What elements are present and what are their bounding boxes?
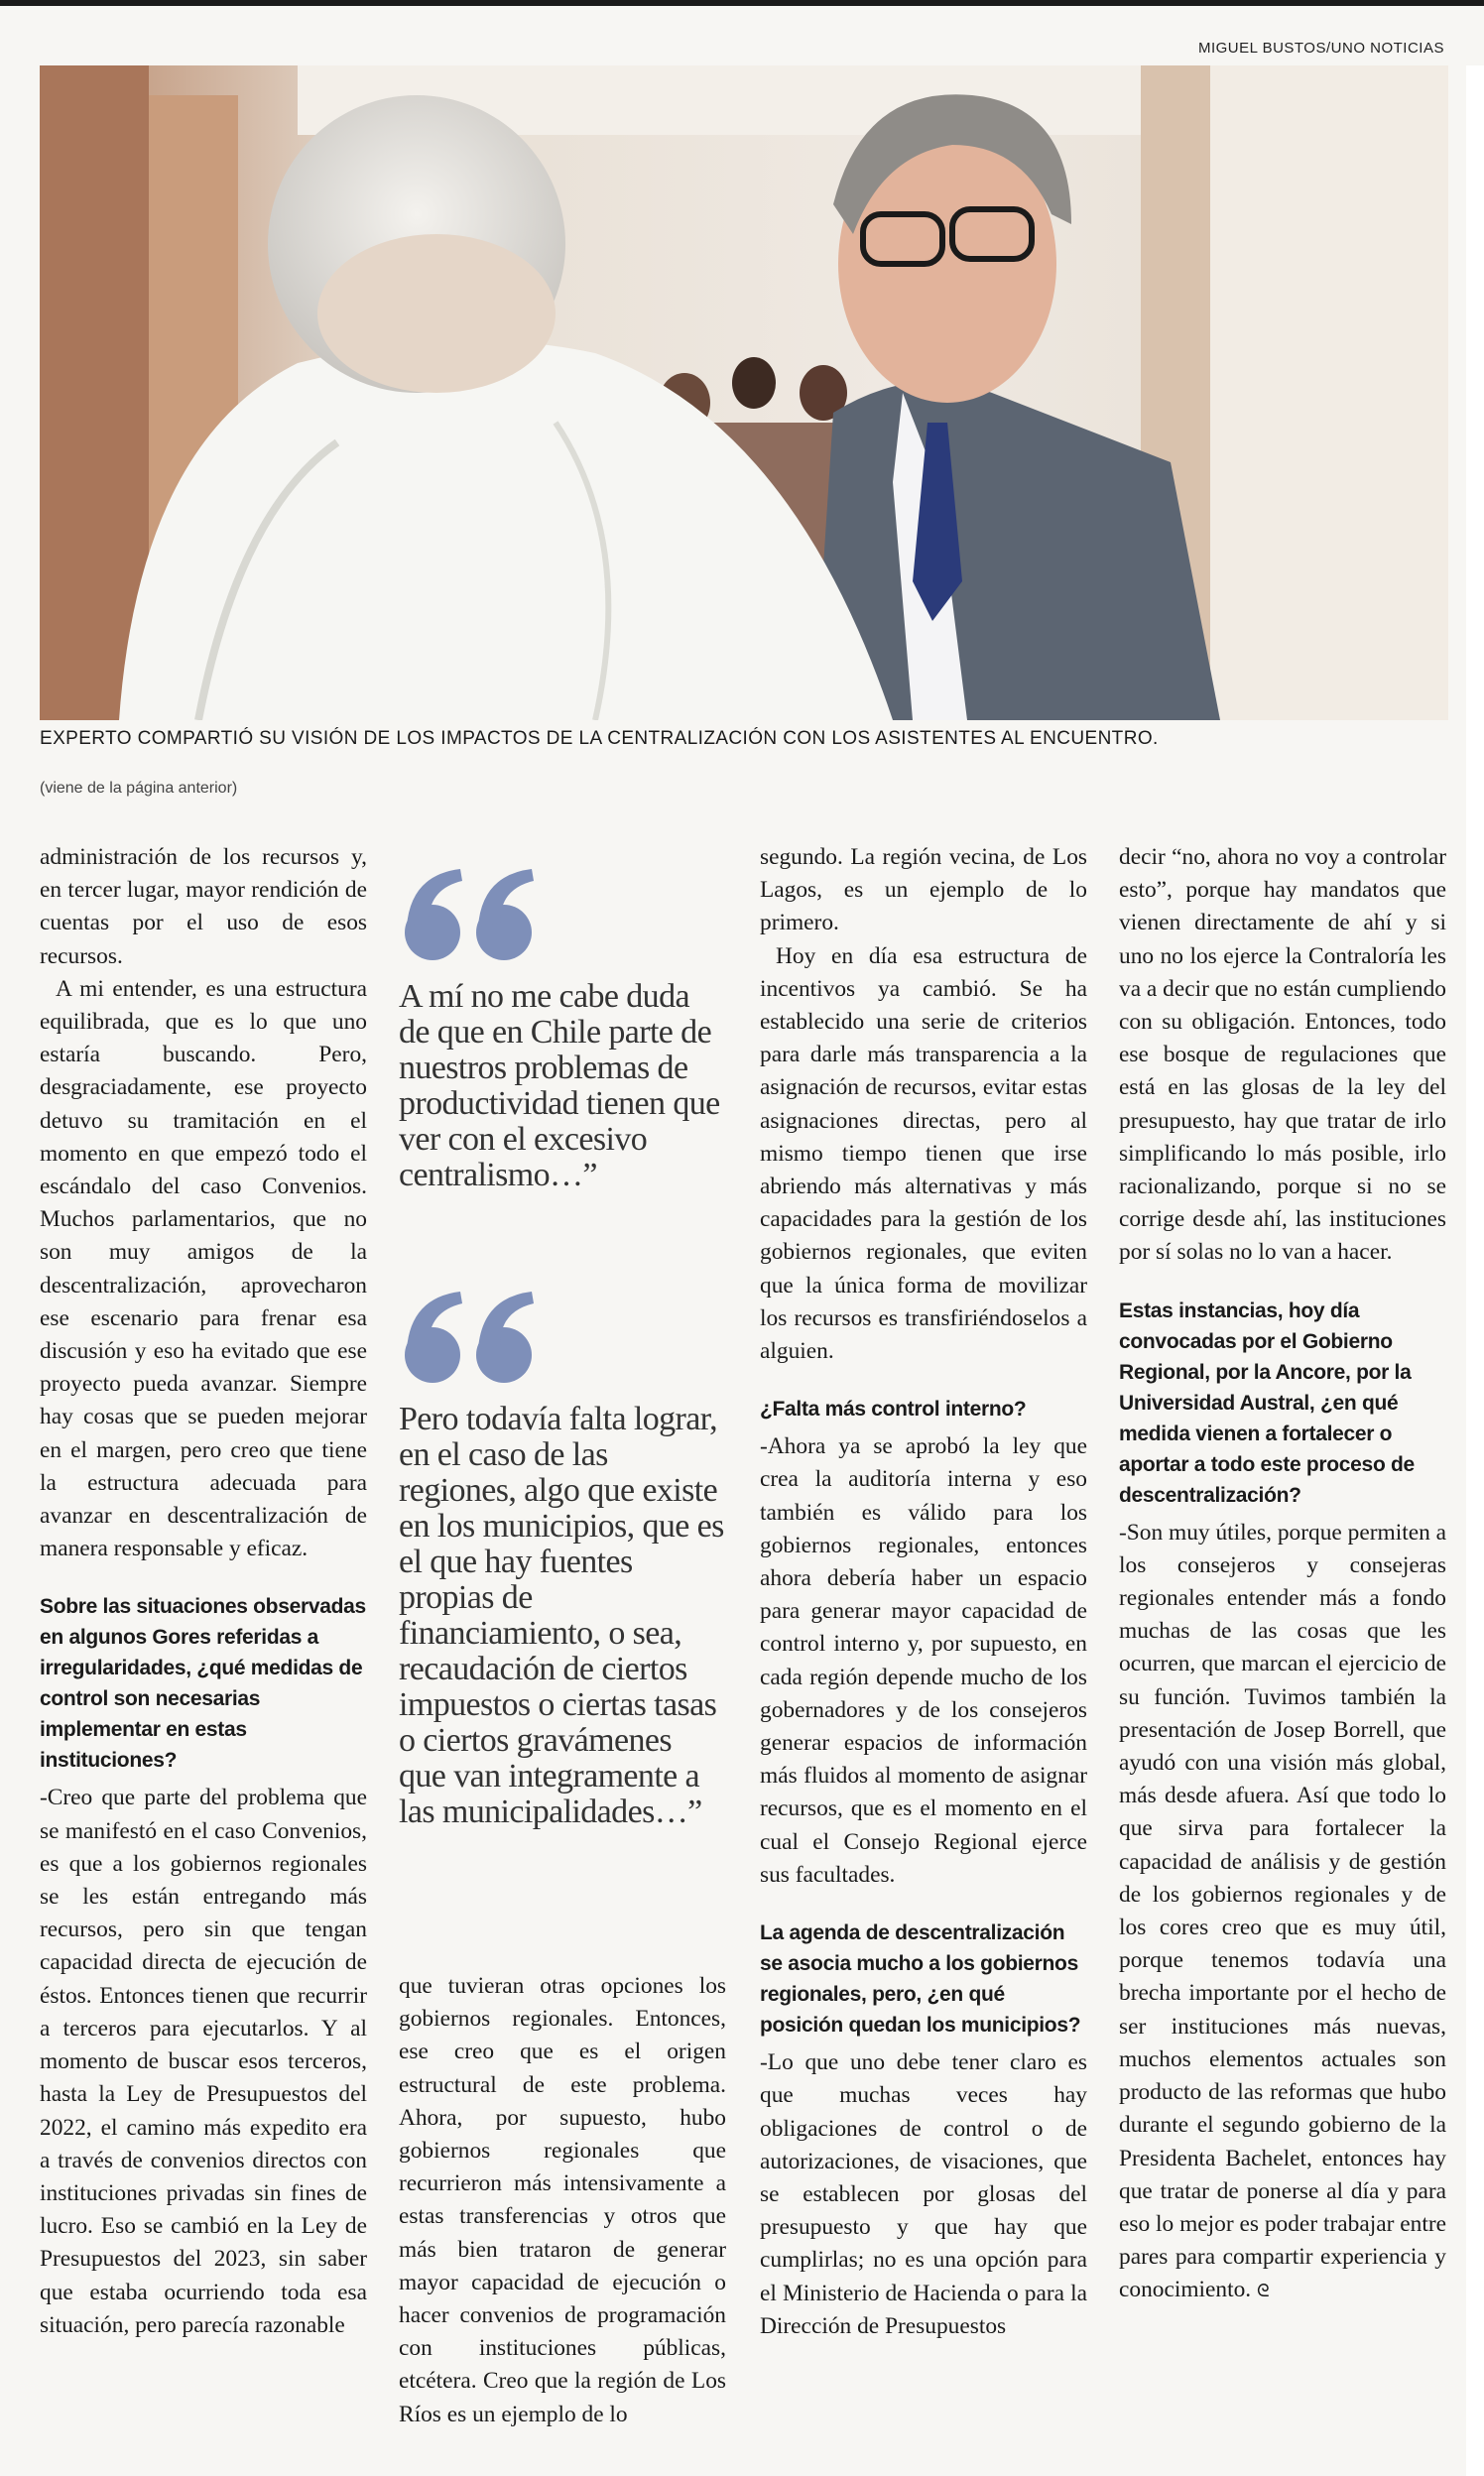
paragraph: administración de los recursos y, en tercer lugar, mayor rendición de cuentas por el uso de esos recursos. [40, 844, 367, 969]
pull-quote-text: Pero todavía falta lograr, en el caso de las regiones, algo que existe en los municipios, que es el que hay fuentes propias de financiamiento, o sea, recaudación de ciertos impuestos o ciertas tasas o ciertos gravámenes que van integramente a las municipalidades…” [399, 1401, 724, 1830]
continued-note: (viene de la página anterior) [40, 780, 238, 797]
pull-quote-text: A mí no me cabe duda de que en Chile parte de nuestros problemas de productividad tienen que ver con el excesivo centralismo…” [399, 978, 720, 1193]
paragraph-text: -Son muy útiles, porque permiten a los consejeros y consejeras regionales entender más a fondo muchas de las cosas que les ocurren, que marcan el ejercicio de su función. Tuvimos también la presentación de Josep Borrell, que ayudó con una visión más global, más desde afuera. Así que todo lo que sirva para fortalecer la capacidad de análisis y de gestión de los gobiernos regionales y de los cores creo que es muy útil, porque tenemos todavía una brecha importante por el hecho de ser instituciones más nuevas, muchos elementos actuales son producto de las reformas que hubo durante el segundo gobierno de la Presidenta Bachelet, entonces hay que tratar de ponerse al día y para eso lo mejor es poder trabajar entre pares para compartir experiencia y conocimiento. [1119, 1519, 1447, 2303]
adjacent-page-edge [1466, 65, 1484, 2476]
quote-mark-icon [399, 1286, 548, 1385]
paragraph: decir “no, ahora no voy a controlar esto”, porque hay mandatos que vienen directamente de ahí y si uno no los ejerce la Contraloría les va a decir que no están cumpliendo con su obligación. Entonces, todo ese bosque de regulaciones que está en las glosas de la ley del presupuesto, hay que tratar de irlo simplificando lo más posible, irlo racionalizando, porque si no se corrige desde ahí, las instituciones por sí solas no lo van a hacer. [1119, 844, 1446, 1266]
paragraph: -Creo que parte del problema que se manifestó en el caso Convenios, es que a los gobiernos regionales se les están entregando más recursos, pero sin que tengan capacidad directa de ejecución de éstos. Entonces tienen que recurrir a terceros para ejecutarlos. Y al momento de buscar esos terceros, hasta la Ley de Presupuestos del 2022, el camino más expedito era a través de convenios directos con instituciones privadas sin fines de lucro. Eso se cambió en la Ley de Presupuestos del 2023, sin saber que estaba ocurriendo toda esa situación, pero parecía razonable [40, 1785, 367, 2338]
paragraph: que tuvieran otras opciones los gobiernos regionales. Entonces, ese creo que es el origen estructural de este problema. Ahora, por supuesto, hubo gobiernos regionales que recurrieron más intensivamente a estas transferencias y otros que más bien trataron de generar mayor capacidad de ejecución o hacer convenios de programación con instituciones públicas, etcétera. Creo que la región de Los Ríos es un ejemplo de lo [399, 1973, 726, 2427]
paragraph [1119, 1517, 1446, 2308]
interview-question: La agenda de descentralización se asocia mucho a los gobiernos regionales, pero, ¿en qué posición quedan los municipios? [760, 1921, 1081, 2038]
paragraph: A mi entender, es una estructura equilibrada, que es lo que uno estaría buscando. Pero, desgraciadamente, ese proyecto detuvo su tramitación en el momento en que empezó todo el escándalo del caso Convenios. Muchos parlamentarios, que no son muy amigos de la descentralización, aprovecharon ese escenario para frenar esa discusión y eso ha evitado que ese proyecto pueda avanzar. Siempre hay cosas que se pueden mejorar en el margen, pero creo que tiene la estructura adecuada para avanzar en descentralización de manera responsable y eficaz. [40, 975, 367, 1562]
photo-credit: MIGUEL BUSTOS/UNO NOTICIAS [1197, 40, 1444, 57]
text-column-2 [399, 1970, 726, 2431]
top-rule [0, 0, 1484, 6]
paragraph: Hoy en día esa estructura de incentivos ya cambió. Se ha establecido una serie de criterios para darle más transparencia a la asignación de recursos, evitar estas asignaciones directas, pero al mismo tiempo tienen que irse abriendo más alternativas y más capacidades para la gestión de los gobiernos regionales, que eviten que la única forma de movilizar los recursos es transfiriéndoselos a alguien. [760, 942, 1087, 1365]
end-mark-icon: ᘓ [1257, 2281, 1270, 2302]
interview-question: Sobre las situaciones observadas en algunos Gores referidas a irregularidades, ¿qué medidas de control son necesarias implementar en estas instituciones? [40, 1595, 366, 1773]
pull-quote-2 [399, 1286, 726, 1830]
pull-quote-1 [399, 863, 726, 1193]
article-photo [40, 65, 1448, 720]
interview-question: Estas instancias, hoy día convocadas por el Gobierno Regional, por la Ancore, por la Universidad Austral, ¿en qué medida vienen a fortalecer o aportar a todo este proceso de descentralización? [1119, 1299, 1415, 1507]
text-column-3 [760, 841, 1087, 2343]
paragraph: -Ahora ya se aprobó la ley que crea la auditoría interna y eso también es válido para los gobiernos regionales, entonces ahora debería haber un espacio para generar mayor capacidad de control interno y, por supuesto, en cada región depende mucho de los gobernadores y de los consejeros generar espacios de información más fluidos al momento de asignar recursos, que es el momento en el cual el Consejo Regional ejerce sus facultades. [760, 1433, 1087, 1888]
paragraph: segundo. La región vecina, de Los Lagos, es un ejemplo de lo primero. [760, 844, 1087, 936]
interview-question: ¿Falta más control interno? [760, 1398, 1027, 1422]
text-column-1 [40, 841, 367, 2342]
photo-caption: EXPERTO COMPARTIÓ SU VISIÓN DE LOS IMPACTOS DE LA CENTRALIZACIÓN CON LOS ASISTENTES AL ENCUENTRO. [40, 728, 1159, 749]
quote-mark-icon [399, 863, 548, 962]
paragraph: -Lo que uno debe tener claro es que muchas veces hay obligaciones de control o de autorizaciones, de visaciones, que se establecen por glosas del presupuesto y que hay que cumplirlas; no es una opción para el Ministerio de Hacienda o para la Dirección de Presupuestos [760, 2049, 1087, 2339]
text-column-4 [1119, 841, 1446, 2308]
